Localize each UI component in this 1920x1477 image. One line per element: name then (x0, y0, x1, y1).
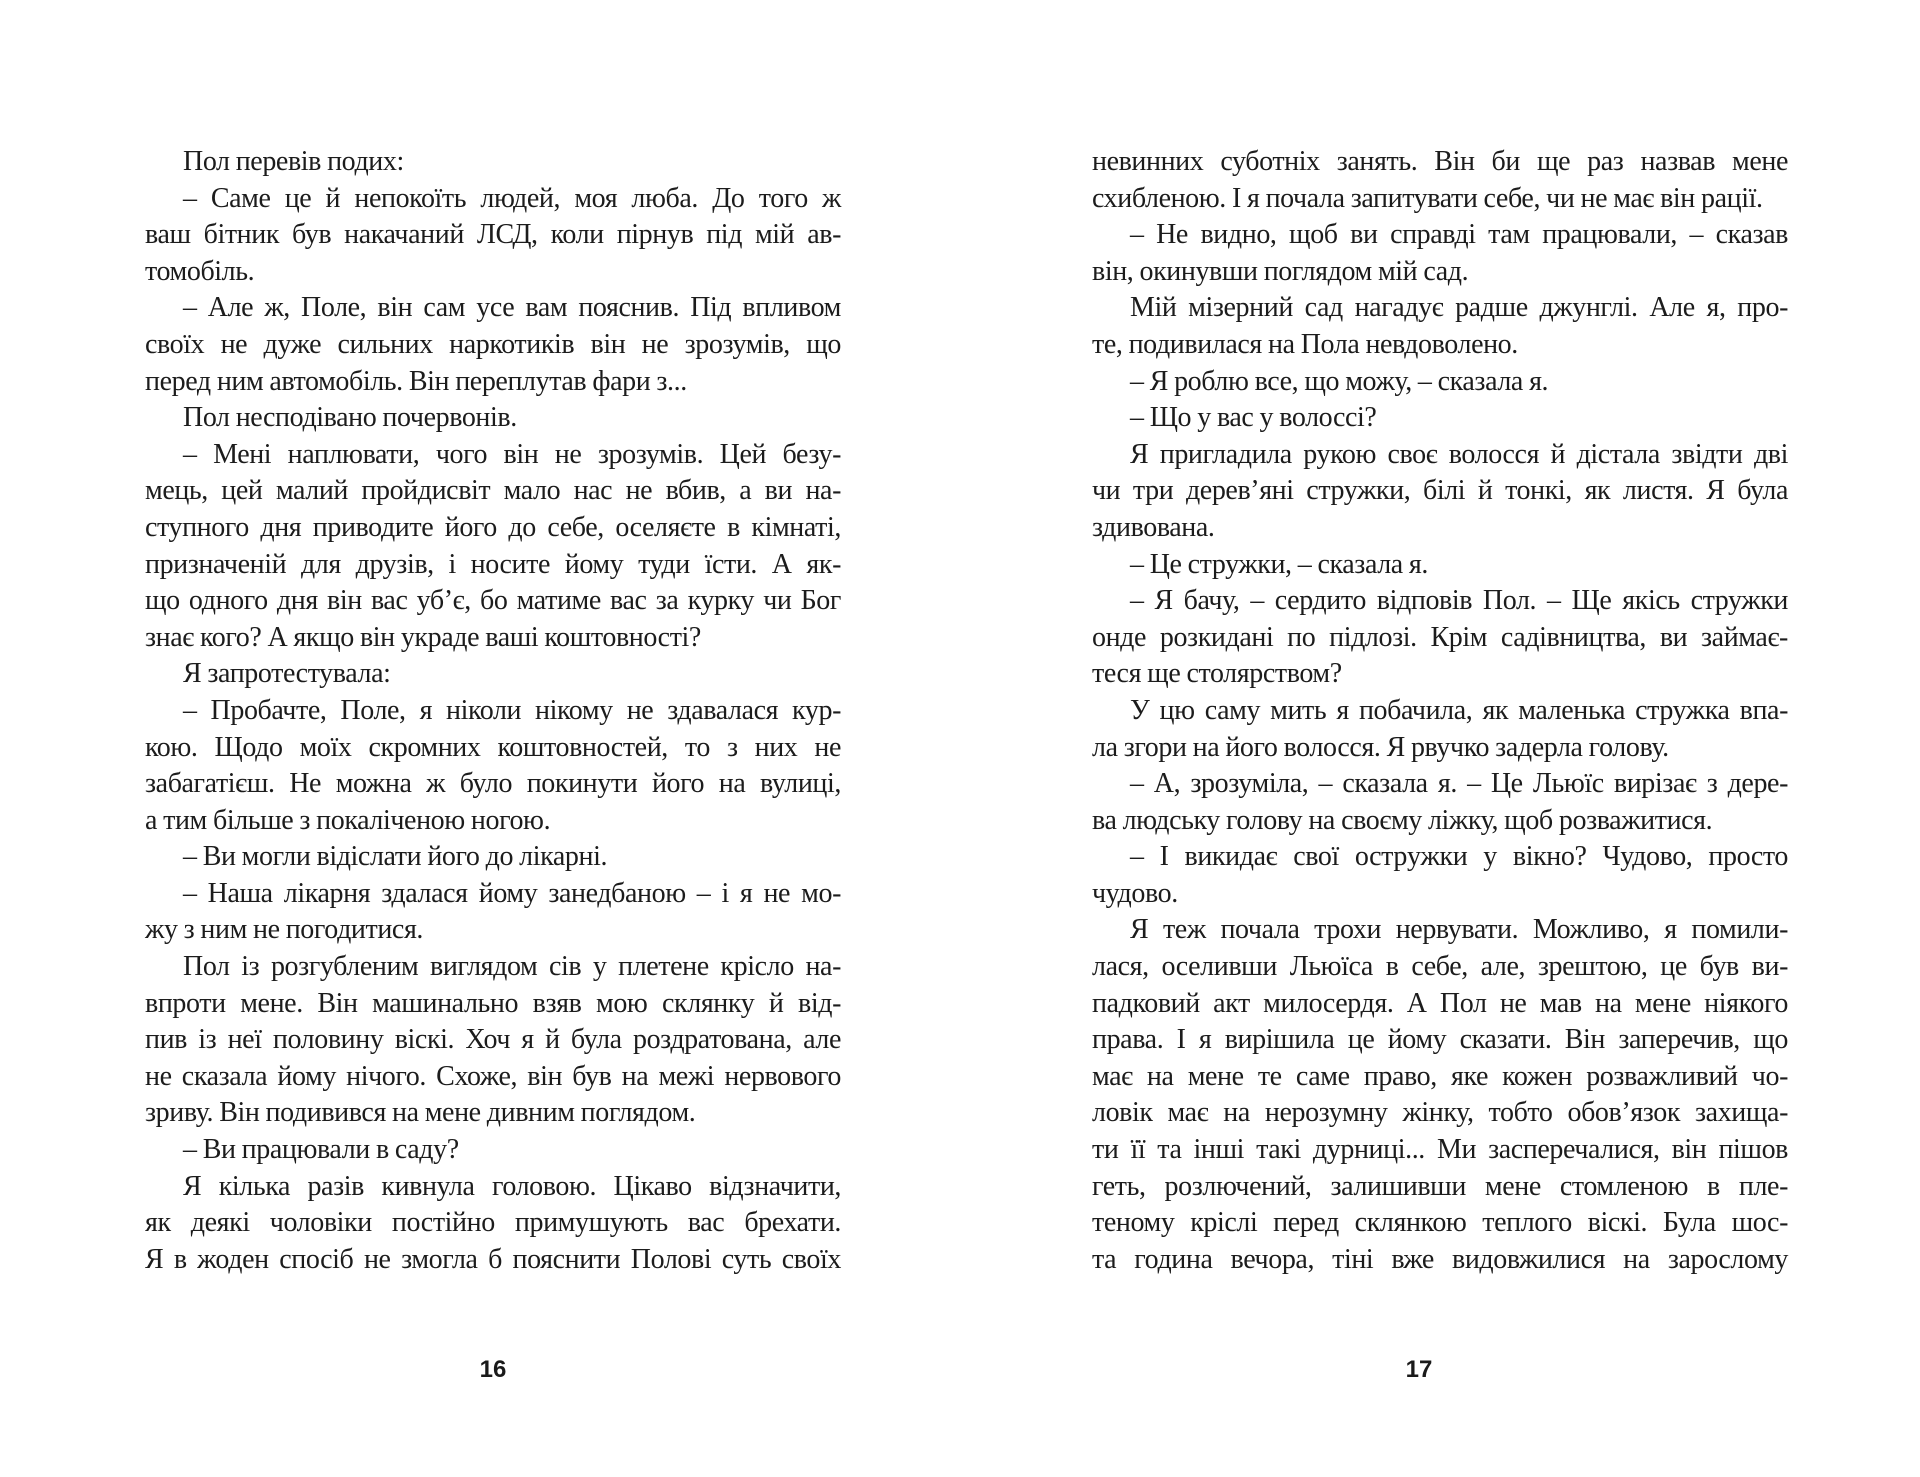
text-line: та година вечора, тіні вже видовжилися на зарослому (1092, 1243, 1788, 1275)
text-line: Я в жоден спосіб не змогла б пояснити Полові суть своїх (145, 1243, 841, 1275)
text-line: жу з ним не погодитися. (145, 914, 424, 946)
text-line: – Я бачу, – сердито відповів Пол. – Ще якісь стружки (1130, 585, 1788, 617)
text-line: ти її та інші такі дурниці... Ми засперечалися, він пішов (1092, 1134, 1788, 1166)
text-line: – Саме це й непокоїть людей, моя люба. До того ж (183, 182, 841, 214)
left-page-text (145, 144, 841, 1278)
text-line: Я запротестувала: (183, 658, 391, 690)
text-line: ступного дня приводите його до себе, оселяєте в кімнаті, (145, 511, 841, 543)
text-line: впроти мене. Він машинально взяв мою склянку й від- (145, 987, 841, 1019)
text-line: падковий акт милосердя. А Пол не мав на мене ніякого (1092, 987, 1788, 1019)
text-line: а тим більше з покаліченою ногою. (145, 804, 551, 836)
text-line: Пол із розгубленим виглядом сів у плетене крісло на- (183, 951, 841, 983)
text-line: невинних суботніх занять. Він би ще раз назвав мене (1092, 146, 1788, 177)
text-line: ловік має на нерозумну жінку, тобто обов’язок захища- (1092, 1097, 1788, 1129)
text-line: – Ви працювали в саду? (183, 1134, 459, 1166)
text-line: Пол несподівано почервонів. (183, 402, 517, 434)
text-line: чи три дерев’яні стружки, білі й тонкі, як листя. Я була (1092, 475, 1788, 507)
text-line: перед ним автомобіль. Він переплутав фари з... (145, 365, 687, 397)
text-line: знає кого? А якщо він украде ваші коштовності? (145, 621, 701, 653)
right-page (960, 0, 1920, 1477)
text-line: кою. Щодо моїх скромних коштовностей, то з них не (145, 731, 841, 763)
text-line: – Це стружки, – сказала я. (1130, 548, 1428, 580)
text-line: – Що у вас у волоссі? (1130, 402, 1377, 434)
text-line: ва людську голову на своєму ліжку, щоб розважитися. (1092, 804, 1713, 836)
text-line: чудово. (1092, 877, 1178, 909)
text-line: не сказала йому нічого. Схоже, він був на межі нервового (145, 1060, 841, 1092)
text-line: томобіль. (145, 255, 255, 287)
text-line: схибленою. І я почала запитувати себе, чи не має він рації. (1092, 182, 1763, 214)
text-line: – Не видно, щоб ви справді там працювали, – сказав (1130, 219, 1788, 251)
text-line: зриву. Він подивився на мене дивним поглядом. (145, 1097, 696, 1129)
text-line: теся ще столярством? (1092, 658, 1342, 690)
text-line: призначеній для друзів, і носите йому туди їсти. А як- (145, 548, 841, 580)
text-line: теному кріслі перед склянкою теплого віскі. Була шос- (1092, 1207, 1788, 1239)
text-line: Я теж почала трохи нервувати. Можливо, я помили- (1130, 914, 1788, 946)
text-line: – Наша лікарня здалася йому занедбаною – і я не мо- (183, 877, 841, 909)
text-line: лася, оселивши Льюїса в себе, але, зрештою, це був ви- (1092, 951, 1788, 983)
text-line: права. І я вирішила це йому сказати. Він заперечив, що (1092, 1024, 1788, 1056)
text-line: Мій мізерний сад нагадує радше джунглі. Але я, про- (1130, 292, 1788, 324)
text-line: геть, розлючений, залишивши мене стомленою в пле- (1092, 1170, 1788, 1202)
text-line: – Пробачте, Поле, я ніколи нікому не здавалася кур- (183, 694, 841, 726)
text-line: своїх не дуже сильних наркотиків він не зрозумів, що (145, 328, 841, 360)
text-line: здивована. (1092, 511, 1215, 543)
text-line: Я пригладила рукою своє волосся й дістала звідти дві (1130, 438, 1788, 470)
text-line: онде розкидані по підлозі. Крім садівництва, ви займає- (1092, 621, 1788, 653)
text-line: Пол перевів подих: (183, 146, 404, 177)
text-line: ла згори на його волосся. Я рвучко задерла голову. (1092, 731, 1669, 763)
text-line: пив із неї половину віскі. Хоч я й була роздратована, але (145, 1024, 841, 1056)
text-line: те, подивилася на Пола невдоволено. (1092, 328, 1518, 360)
text-line: що одного дня він вас уб’є, бо матиме вас за курку чи Бог (145, 585, 841, 617)
text-line: ваш бітник був накачаний ЛСД, коли пірнув під мій ав- (145, 219, 841, 251)
text-line: як деякі чоловіки постійно примушують вас брехати. (145, 1207, 841, 1239)
text-line: має на мене те саме право, яке кожен розважливий чо- (1092, 1060, 1788, 1092)
right-page-text (1092, 144, 1788, 1278)
text-line: – Я роблю все, що можу, – сказала я. (1130, 365, 1549, 397)
text-line: – А, зрозуміла, – сказала я. – Це Льюїс вирізає з дере- (1130, 768, 1788, 800)
text-line: – Ви могли відіслати його до лікарні. (183, 841, 608, 873)
text-line: – Мені наплювати, чого він не зрозумів. Цей безу- (183, 438, 841, 470)
text-line: він, окинувши поглядом мій сад. (1092, 255, 1469, 287)
text-line: мець, цей малий пройдисвіт мало нас не вбив, а ви на- (145, 475, 841, 507)
page-number-right: 17 (1405, 1356, 1433, 1383)
text-line: У цю саму мить я побачила, як маленька стружка впа- (1130, 694, 1788, 726)
text-line: Я кілька разів кивнула головою. Цікаво відзначити, (183, 1170, 841, 1202)
text-line: – Але ж, Поле, він сам усе вам пояснив. Під впливом (183, 292, 841, 324)
page-number-left: 16 (479, 1356, 507, 1383)
text-line: забагатієш. Не можна ж було покинути його на вулиці, (145, 768, 841, 800)
text-line: – І викидає свої острyжки у вікно? Чудово, просто (1130, 841, 1788, 873)
